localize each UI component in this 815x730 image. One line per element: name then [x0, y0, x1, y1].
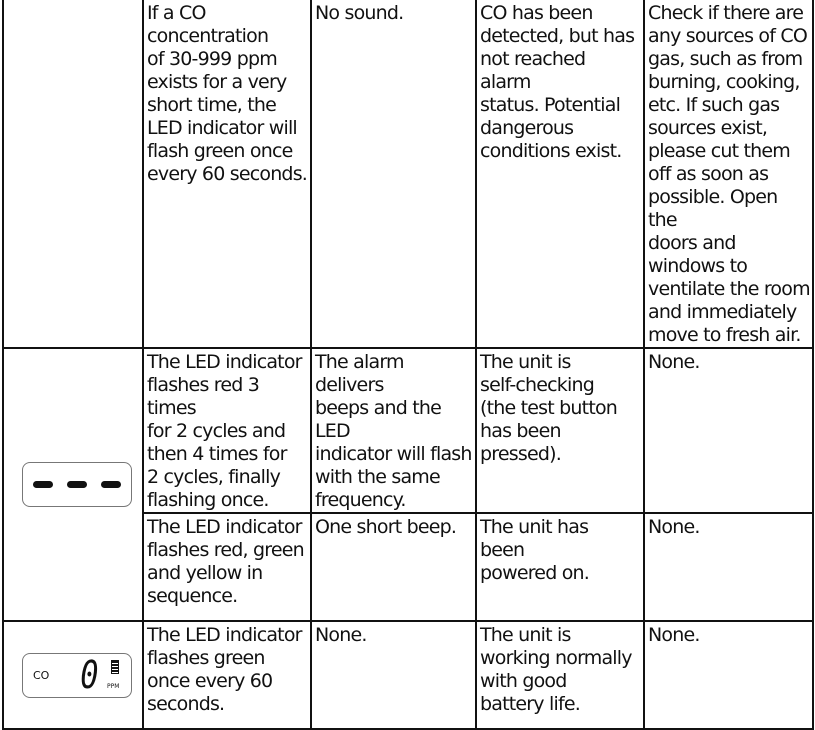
display-cell [3, 348, 143, 621]
meaning-cell: The unit has been powered on. [476, 513, 644, 621]
co-reading-display-icon [22, 653, 132, 698]
led-cell: If a CO concentration of 30-999 ppm exists for a very short time, the LED indicator will flash green once every 60 seconds. [143, 0, 311, 348]
led-cell: The LED indicator flashes green once every 60 seconds. [143, 621, 311, 729]
table-row [3, 0, 813, 348]
action-cell: Check if there are any sources of CO gas, such as from burning, cooking, etc. If such gas sources exist, please cut them off as soon as possible. Open the doors and windows to ventilate the room and immediately move to fresh air. [644, 0, 813, 348]
sound-cell: The alarm delivers beeps and the LED indicator will flash with the same frequency. [311, 348, 476, 513]
display-value: 0 [80, 652, 99, 697]
display-cell [3, 621, 143, 729]
dash-display-icon [22, 462, 132, 507]
led-cell: The LED indicator flashes red, green and yellow in sequence. [143, 513, 311, 621]
battery-icon [111, 660, 119, 674]
led-cell: The LED indicator flashes red 3 times for 2 cycles and then 4 times for 2 cycles, finally flashing once. [143, 348, 311, 513]
sound-cell: No sound. [311, 0, 476, 348]
display-unit: PPM [107, 682, 120, 690]
display-cell [3, 0, 143, 348]
meaning-cell: CO has been detected, but has not reached alarm status. Potential dangerous conditions exist. [476, 0, 644, 348]
action-cell: None. [644, 621, 813, 729]
table-row [3, 621, 813, 729]
co-alarm-status-table [2, 0, 814, 730]
display-label: CO [33, 668, 50, 682]
meaning-cell: The unit is working normally with good battery life. [476, 621, 644, 729]
action-cell: None. [644, 513, 813, 621]
table-row [3, 348, 813, 513]
sound-cell: None. [311, 621, 476, 729]
action-cell: None. [644, 348, 813, 513]
sound-cell: One short beep. [311, 513, 476, 621]
meaning-cell: The unit is self-checking (the test button has been pressed). [476, 348, 644, 513]
